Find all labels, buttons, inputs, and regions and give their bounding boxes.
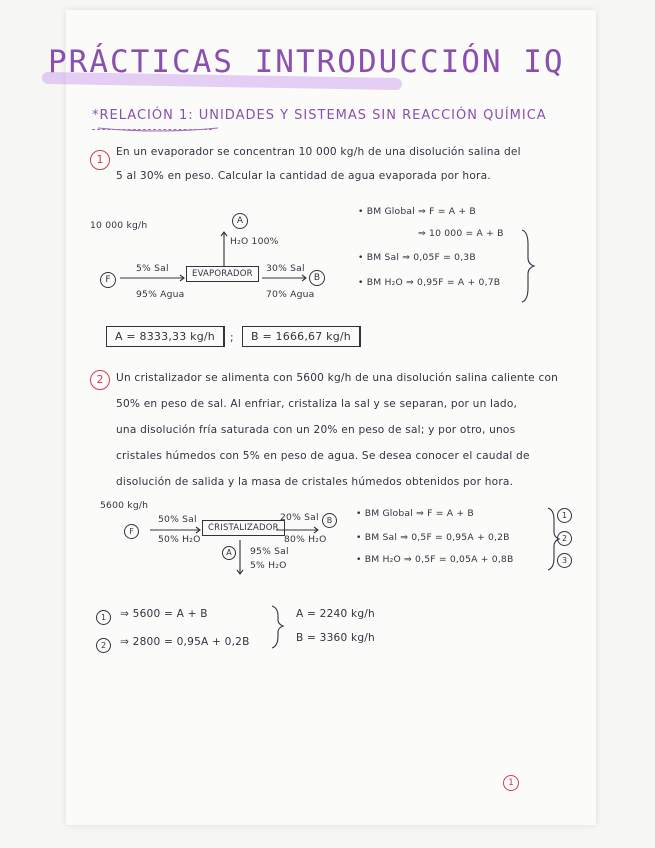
problem-2-line-5: disolución de salida y la masa de cristales húmedos obtenidos por hora.: [116, 476, 514, 488]
p1-balance-salt: • BM Sal ⇒ 0,05F = 0,3B: [358, 252, 476, 263]
p1-evaporator-box: EVAPORADOR: [186, 266, 259, 282]
p2-system-eq-1: ⇒ 5600 = A + B: [120, 608, 208, 620]
p2-eq-3-label: 3: [557, 553, 572, 568]
p2-system-1-label: 1: [96, 610, 111, 625]
p2-eq-1-label: 1: [557, 508, 572, 523]
p1-stream-a-label: A: [232, 213, 248, 229]
p2-balance-water: • BM H₂O ⇒ 0,5F = 0,05A + 0,8B: [356, 554, 514, 565]
p2-stream-a-label: A: [222, 546, 236, 560]
p1-answer-b: B = 1666,67 kg/h: [242, 326, 361, 347]
p2-balance-salt: • BM Sal ⇒ 0,5F = 0,95A + 0,2B: [356, 532, 510, 543]
p1-in-salt: 5% Sal: [136, 263, 169, 274]
problem-2-number: 2: [90, 370, 110, 390]
p2-balance-global: • BM Global ⇒ F = A + B: [356, 508, 474, 519]
p1-answer-a: A = 8333,33 kg/h: [106, 326, 225, 347]
p2-out-water: 80% H₂O: [284, 534, 327, 545]
p2-in-salt: 50% Sal: [158, 514, 197, 525]
p1-answer-separator: ;: [230, 332, 234, 344]
page-title: PRÁCTICAS INTRODUCCIÓN IQ: [48, 44, 565, 80]
p1-balance-water: • BM H₂O ⇒ 0,95F = A + 0,7B: [358, 277, 501, 288]
p2-bottom-salt: 95% Sal: [250, 546, 289, 557]
p2-result-b: B = 3360 kg/h: [296, 632, 375, 644]
p2-feed-rate: 5600 kg/h: [100, 500, 149, 511]
p1-stream-f-label: F: [100, 272, 116, 288]
p2-in-water: 50% H₂O: [158, 534, 201, 545]
p1-balance-global-2: ⇒ 10 000 = A + B: [418, 228, 504, 239]
p2-system-eq-2: ⇒ 2800 = 0,95A + 0,2B: [120, 636, 250, 648]
p2-stream-f-label: F: [124, 524, 139, 539]
problem-1-line-1: En un evaporador se concentran 10 000 kg/h de una disolución salina del: [116, 146, 521, 158]
p1-water-out: H₂O 100%: [230, 236, 279, 247]
p2-brace: [548, 508, 559, 570]
p1-balance-global: • BM Global ⇒ F = A + B: [358, 206, 476, 217]
p2-out-salt: 20% Sal: [280, 512, 319, 523]
problem-2-line-3: una disolución fría saturada con un 20% en peso de sal; y por otro, unos: [116, 424, 516, 436]
problem-2-line-2: 50% en peso de sal. Al enfriar, cristaliza la sal y se separan, por un lado,: [116, 398, 518, 410]
p1-in-water: 95% Agua: [136, 289, 185, 300]
problem-1-line-2: 5 al 30% en peso. Calcular la cantidad de agua evaporada por hora.: [116, 170, 491, 182]
page-number: 1: [503, 775, 519, 791]
p1-stream-b-label: B: [309, 270, 325, 286]
problem-1-number: 1: [90, 150, 110, 170]
p2-bottom-water: 5% H₂O: [250, 560, 287, 571]
p2-crystallizer-box: CRISTALIZADOR: [202, 520, 285, 536]
p1-out-salt: 30% Sal: [266, 263, 305, 274]
p1-feed-rate: 10 000 kg/h: [90, 220, 148, 231]
section-heading: *RELACIÓN 1: UNIDADES Y SISTEMAS SIN REACCIÓN QUÍMICA: [92, 108, 547, 123]
p2-system-brace: [272, 606, 283, 648]
p1-brace: [522, 230, 534, 302]
problem-2-line-1: Un cristalizador se alimenta con 5600 kg/h de una disolución salina caliente con: [116, 372, 559, 384]
p2-system-2-label: 2: [96, 638, 111, 653]
p1-out-water: 70% Agua: [266, 289, 315, 300]
problem-2-line-4: cristales húmedos con 5% en peso de agua. Se desea conocer el caudal de: [116, 450, 530, 462]
p2-result-a: A = 2240 kg/h: [296, 608, 375, 620]
p2-stream-b-label: B: [322, 513, 337, 528]
p2-eq-2-label: 2: [557, 531, 572, 546]
